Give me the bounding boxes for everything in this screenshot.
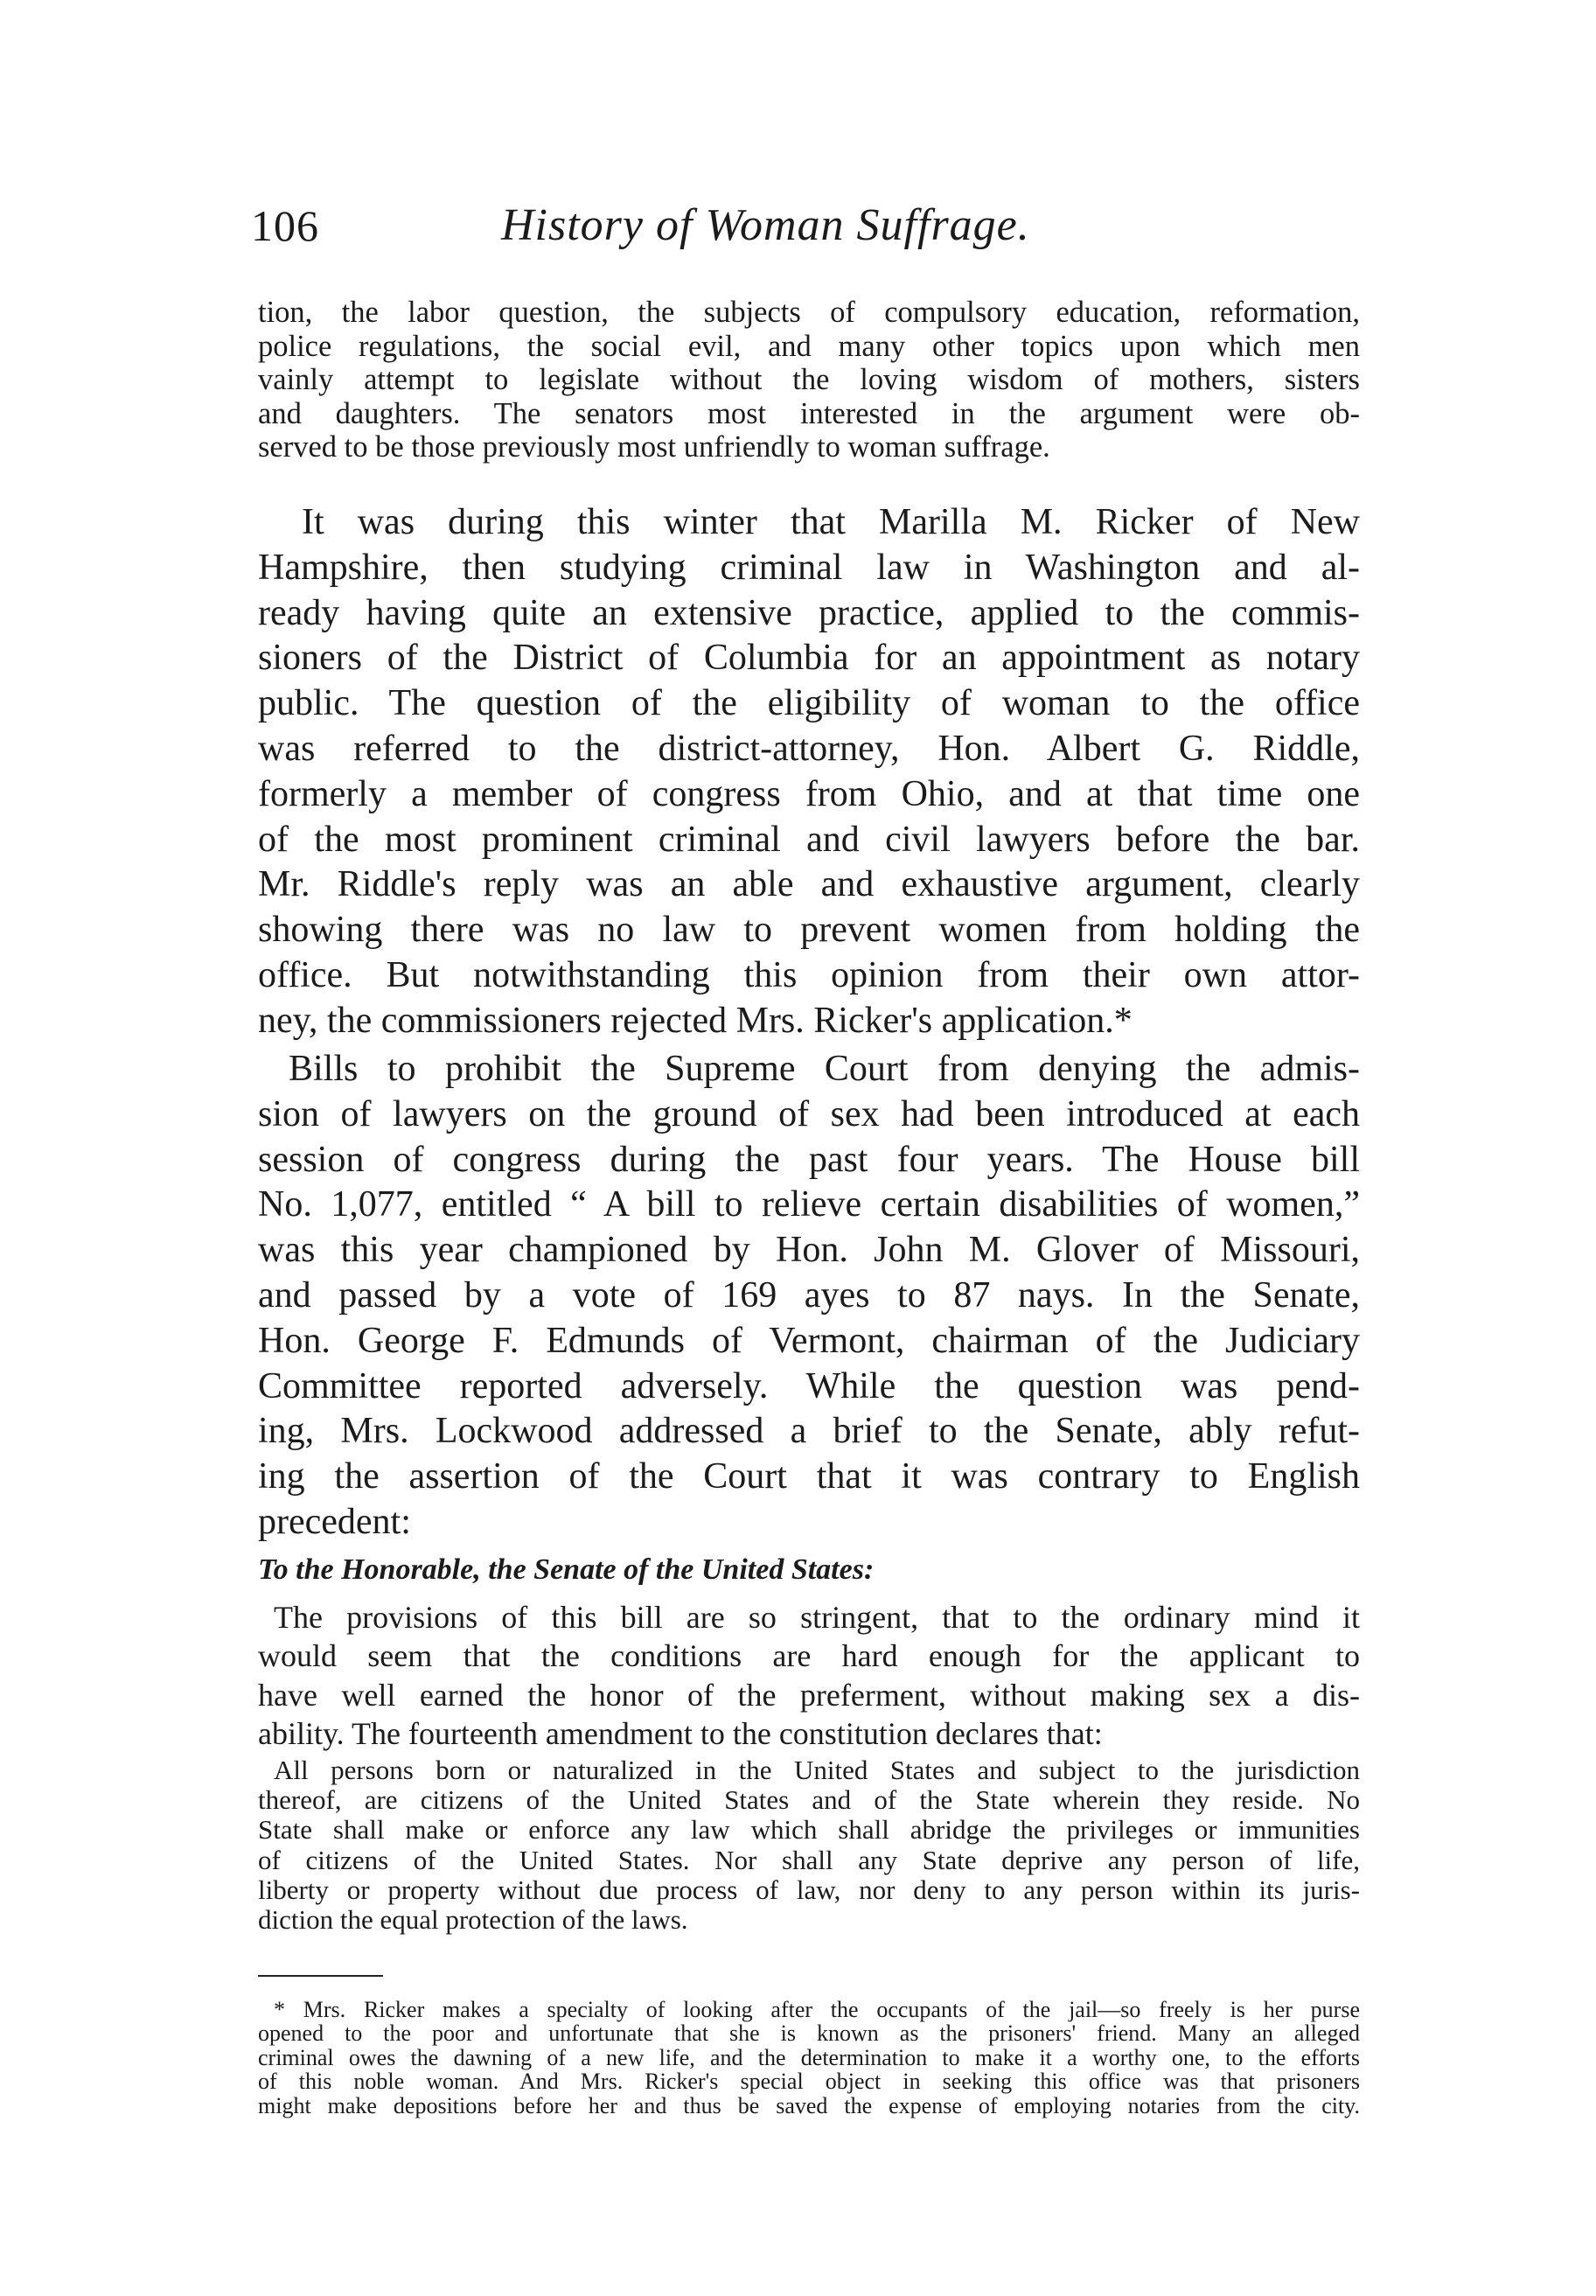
text-line: ney, the commissioners rejected Mrs. Ricker's application.*: [258, 1000, 1133, 1041]
letter-paragraph: [258, 1598, 1360, 1753]
continuation-paragraph: [258, 296, 1360, 464]
text-line: ready having quite an extensive practice, applied to the commis-: [258, 592, 1360, 633]
text-line: precedent:: [258, 1501, 411, 1542]
text-line: was referred to the district-attorney, Hon. Albert G. Riddle,: [258, 728, 1360, 769]
text-line: thereof, are citizens of the United States and of the State wherein they reside. No: [258, 1784, 1360, 1816]
text-line: showing there was no law to prevent women from holding the: [258, 910, 1360, 951]
text-line: of citizens of the United States. Nor shall any State deprive any person of life,: [258, 1844, 1360, 1875]
text-line: It was during this winter that Marilla M. Ricker of New: [302, 502, 1360, 542]
text-line: sioners of the District of Columbia for an appointment as notary: [258, 638, 1360, 679]
text-line: ing the assertion of the Court that it was contrary to English: [258, 1456, 1360, 1497]
running-head: [251, 199, 1356, 261]
text-line: diction the equal protection of the laws.: [258, 1904, 688, 1936]
text-line: liberty or property without due process of law, nor deny to any person within its juris-: [258, 1874, 1360, 1905]
text-line: of the most prominent criminal and civil lawyers before the bar.: [258, 819, 1360, 860]
text-line: public. The question of the eligibility of woman to the office: [258, 683, 1360, 724]
text-line: Hon. George F. Edmunds of Vermont, chairman of the Judiciary: [258, 1320, 1360, 1361]
text-line: have well earned the honor of the preferment, without making sex a dis-: [258, 1677, 1360, 1713]
text-line: No. 1,077, entitled “ A bill to relieve certain disabilities of women,”: [258, 1184, 1360, 1225]
text-line: served to be those previously most unfriendly to woman suffrage.: [258, 430, 1050, 464]
fourteenth-amendment-quote: [258, 1755, 1360, 1935]
text-line: sion of lawyers on the ground of sex had been introduced at each: [258, 1093, 1360, 1134]
bills-paragraph: [258, 1047, 1360, 1546]
text-line: Bills to prohibit the Supreme Court from denying the admis-: [289, 1049, 1360, 1089]
text-line: opened to the poor and unfortunate that she is known as the prisoners' friend. Many an alleged: [258, 2020, 1360, 2047]
text-line: ing, Mrs. Lockwood addressed a brief to the Senate, ably refut-: [258, 1411, 1360, 1452]
text-line: * Mrs. Ricker makes a specialty of looking after the occupants of the jail—so freely is her purse: [274, 1997, 1360, 2022]
ricker-paragraph: [258, 500, 1360, 1044]
text-line: was this year championed by Hon. John M. Glover of Missouri,: [258, 1230, 1360, 1271]
text-line: session of congress during the past four years. The House bill: [258, 1139, 1360, 1180]
footnote-rule: [258, 1975, 383, 1977]
text-line: might make depositions before her and thus be saved the expense of employing notaries from the city.: [258, 2092, 1360, 2118]
text-line: office. But notwithstanding this opinion from their own attor-: [258, 954, 1360, 995]
text-line: criminal owes the dawning of a new life, and the determination to make it a worthy one, to the efforts: [258, 2044, 1360, 2070]
text-line: State shall make or enforce any law which shall abridge the privileges or immunities: [258, 1814, 1360, 1846]
text-line: ability. The fourteenth amendment to the constitution declares that:: [258, 1715, 1103, 1751]
text-line: Mr. Riddle's reply was an able and exhaustive argument, clearly: [258, 864, 1360, 905]
letter-address: To the Honorable, the Senate of the United States:: [258, 1553, 875, 1586]
text-line: The provisions of this bill are so stringent, that to the ordinary mind it: [274, 1600, 1360, 1635]
page-number: 106: [251, 201, 319, 250]
text-line: would seem that the conditions are hard enough for the applicant to: [258, 1638, 1360, 1674]
text-line: tion, the labor question, the subjects of compulsory education, reformation,: [258, 296, 1360, 329]
text-line: formerly a member of congress from Ohio, and at that time one: [258, 773, 1360, 814]
text-line: All persons born or naturalized in the United States and subject to the jurisdiction: [274, 1755, 1360, 1785]
text-line: police regulations, the social evil, and many other topics upon which men: [258, 329, 1360, 363]
text-line: of this noble woman. And Mrs. Ricker's special object in seeking this office was that prisoners: [258, 2069, 1360, 2095]
text-line: and daughters. The senators most interested in the argument were ob-: [258, 396, 1360, 430]
footnote: [258, 1998, 1360, 2118]
text-line: vainly attempt to legislate without the loving wisdom of mothers, sisters: [258, 363, 1360, 397]
running-title: History of Woman Suffrage.: [501, 200, 1030, 250]
text-line: Hampshire, then studying criminal law in Washington and al-: [258, 547, 1360, 588]
text-line: and passed by a vote of 169 ayes to 87 nays. In the Senate,: [258, 1274, 1360, 1315]
text-line: Committee reported adversely. While the question was pend-: [258, 1365, 1360, 1406]
